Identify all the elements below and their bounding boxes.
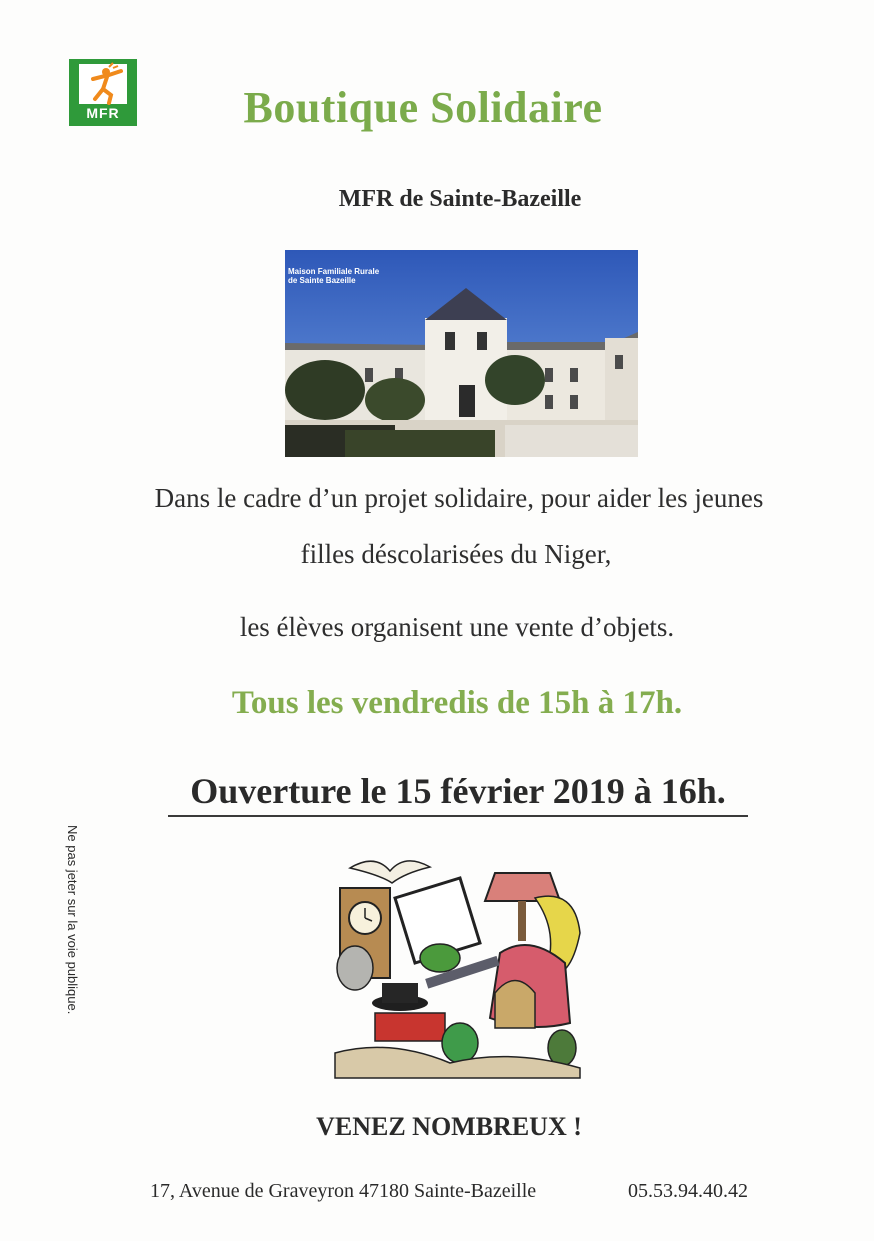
schedule-text: Tous les vendredis de 15h à 17h. xyxy=(231,685,683,721)
opening-underline xyxy=(168,815,748,817)
building-photo xyxy=(285,250,638,457)
logo-text: MFR xyxy=(86,105,120,121)
body-line-1: Dans le cadre d’un projet solidaire, pour aider les jeunes xyxy=(154,483,764,513)
body-line-2: filles déscolarisées du Niger, xyxy=(300,539,612,569)
photo-caption: Maison Familiale Rurale de Sainte Bazeille xyxy=(288,267,380,285)
body-line-3: les élèves organisent une vente d’objets. xyxy=(239,612,675,642)
footer-address: 17, Avenue de Graveyron 47180 Sainte-Bazeille xyxy=(150,1180,537,1202)
opening-text: Ouverture le 15 février 2019 à 16h. xyxy=(190,771,726,811)
side-note xyxy=(62,825,92,1065)
subtitle: MFR de Sainte-Bazeille xyxy=(338,186,582,212)
side-note-text: Ne pas jeter sur la voie publique. xyxy=(65,825,80,1015)
page-title: Boutique Solidaire xyxy=(243,83,603,132)
flea-market-illustration xyxy=(330,853,586,1081)
footer-phone: 05.53.94.40.42 xyxy=(628,1180,748,1202)
call-to-action: VENEZ NOMBREUX ! xyxy=(316,1112,582,1141)
